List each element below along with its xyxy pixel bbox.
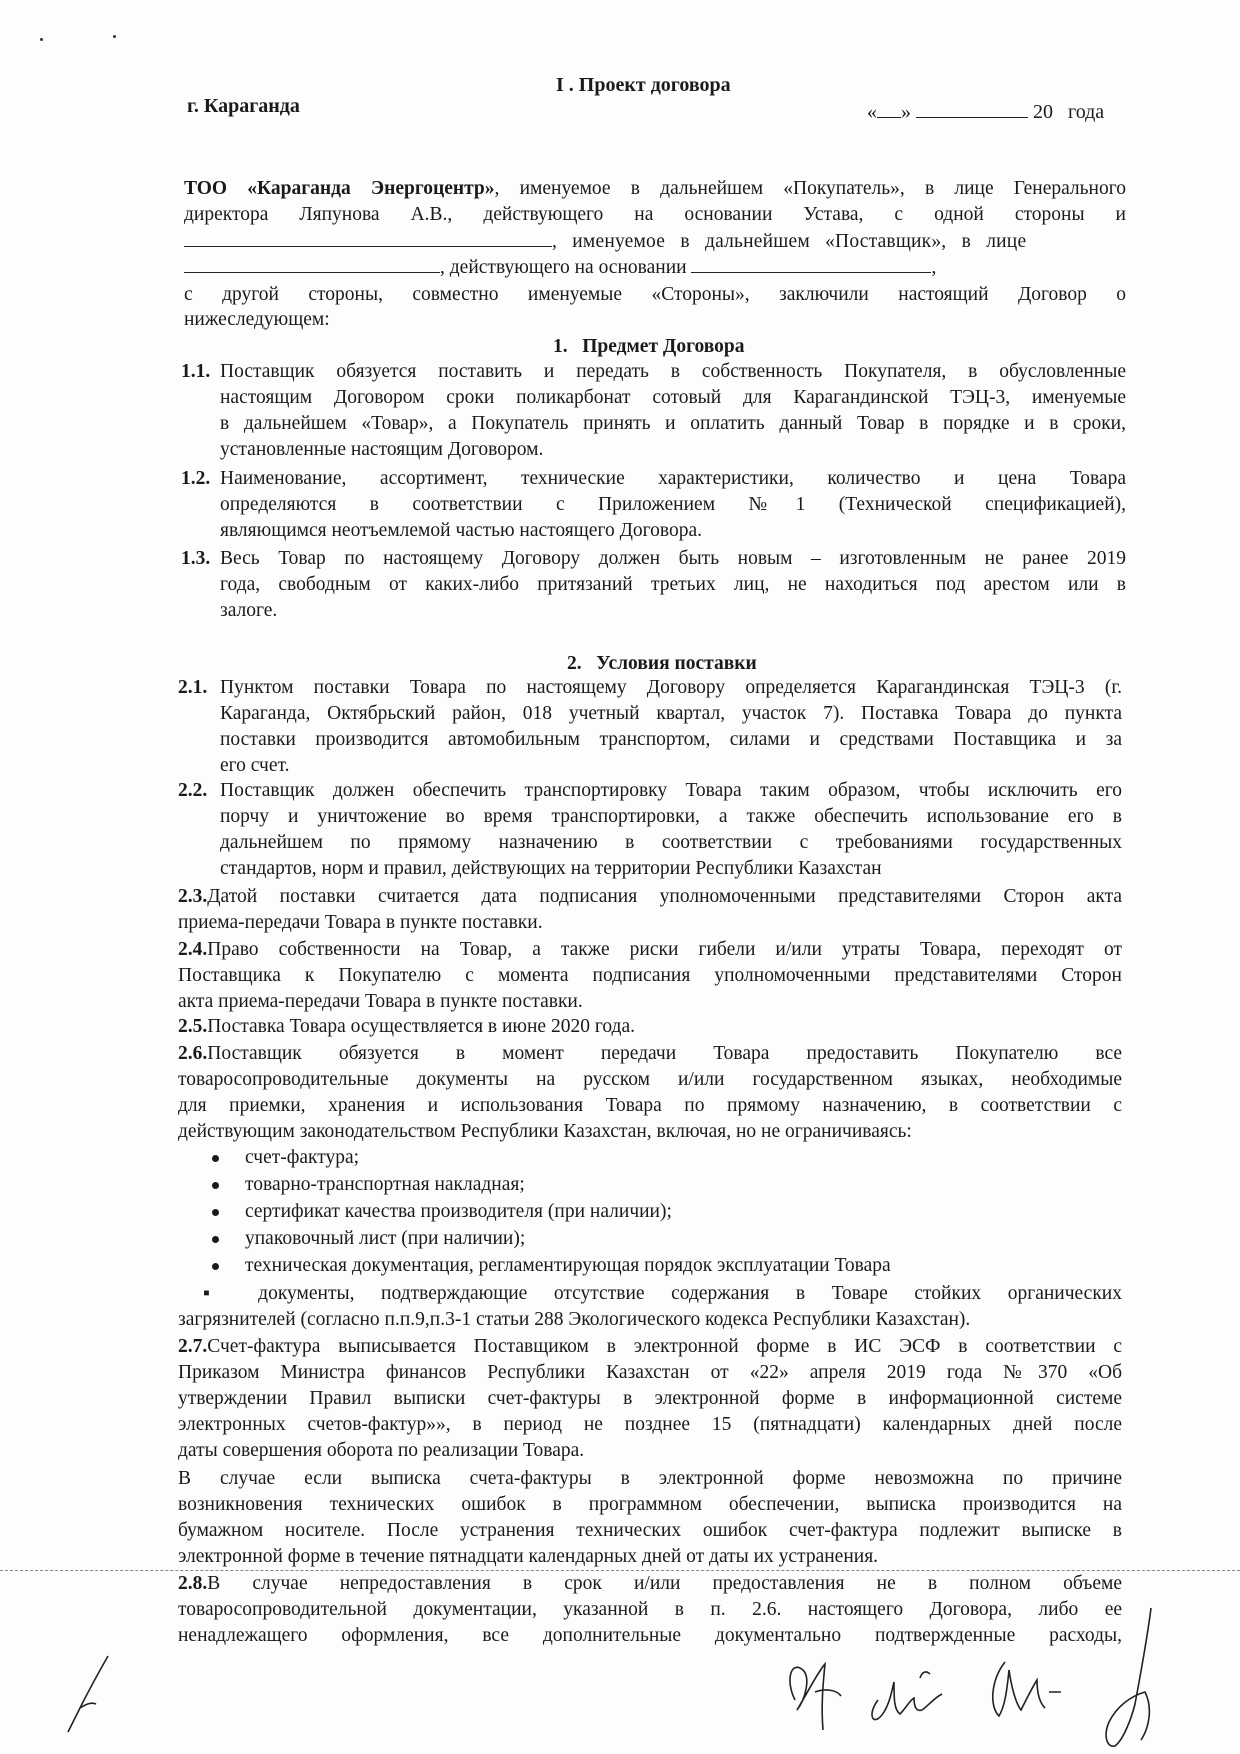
bullet-icon: [212, 1236, 219, 1243]
clause-2-6-line: товаросопроводительные документы на русском и/или государственном языках, необходимые: [178, 1069, 1122, 1090]
bullet-icon: [212, 1263, 219, 1270]
clause-number: 2.6.: [178, 1043, 208, 1064]
clause-2-1-line: Пунктом поставки Товара по настоящему Договору определяется Карагандинская ТЭЦ-3 (г.: [220, 677, 1122, 698]
clause-1-3-line: года, свободным от каких-либо притязаний третьих лиц, не находиться под арестом или в: [220, 574, 1126, 595]
intro-line-3: [184, 228, 1126, 255]
clause-2-1-line: его счет.: [220, 755, 290, 776]
list-item-text: упаковочный лист (при наличии);: [245, 1228, 526, 1249]
city-label: г. Караганда: [187, 95, 300, 117]
clause-2-2-line: Поставщик должен обеспечить транспортировку Товара таким образом, чтобы исключить его: [220, 780, 1122, 801]
clause-1-3-line: Весь Товар по настоящему Договору должен быть новым – изготовленным не ранее 2019: [220, 548, 1126, 569]
clause-1-3-line: залоге.: [220, 600, 278, 621]
clause-2-5-line: [178, 1014, 635, 1040]
intro-line-6: нижеследующем:: [184, 309, 330, 330]
representative-blank: [184, 254, 440, 273]
intro-line-1: [184, 176, 1126, 202]
clause-2-6-extra-line: ▪ документы, подтверждающие отсутствие содержания в Товаре стойких органических: [203, 1283, 1122, 1304]
basis-blank: [691, 254, 931, 273]
clause-2-7-line: [178, 1334, 1122, 1360]
clause-2-7-line: утверждении Правил выписки счет-фактуры в электронной форме в информационной системе: [178, 1388, 1122, 1409]
clause-2-4-line: [178, 937, 1122, 963]
intro-line-2: директора Ляпунова А.В., действующего на основании Устава, с одной стороны и: [184, 204, 1126, 225]
section-2-heading: 2. Условия поставки: [567, 653, 757, 674]
clause-number: 2.2.: [178, 780, 208, 801]
clause-number: 1.3.: [181, 548, 211, 569]
clause-2-6-first: Поставщик обязуется в момент передачи Товара предоставить Покупателю все: [207, 1043, 1122, 1064]
intro-line-4-end: ,: [931, 257, 937, 278]
clause-1-1-line: в дальнейшем «Товар», а Покупатель принять и оплатить данный Товар в порядке и в сроки,: [220, 413, 1126, 434]
clause-number: 2.7.: [178, 1336, 208, 1357]
clause-number: 2.8.: [178, 1573, 208, 1594]
clause-2-3-line: [178, 884, 1122, 910]
list-item: [212, 1172, 525, 1198]
clause-2-2-line: порчу и уничтожение во время транспортировки, а также обеспечить использование его в: [220, 806, 1122, 827]
contract-date: [867, 99, 1104, 125]
clause-2-7-continued-line: возникновения технических ошибок в программном обеспечении, выписка производится на: [178, 1494, 1122, 1515]
clause-1-2-line: определяются в соответствии с Приложением №1 (Технической спецификацией),: [220, 494, 1126, 515]
clause-2-7-continued-line: электронной форме в течение пятнадцати календарных дней от даты их устранения.: [178, 1546, 879, 1567]
clause-2-8-line: ненадлежащего оформления, все дополнительные документально подтвержденные расходы,: [178, 1625, 1122, 1646]
clause-1-1-line: установленные настоящим Договором.: [220, 439, 544, 460]
clause-2-1-line: поставки производится автомобильным транспортом, силами и средствами Поставщика и за: [220, 729, 1122, 750]
month-blank: [916, 99, 1028, 118]
clause-number: 2.5.: [178, 1016, 208, 1037]
intro-line-1-rest: , именуемое в дальнейшем «Покупатель», в лице Генерального: [494, 178, 1126, 199]
clause-2-6-line: [178, 1041, 1122, 1067]
buyer-company: ТОО «Караганда Энергоцентр»: [184, 178, 495, 199]
clause-2-8-line: товаросопроводительной документации, указанной в п. 2.6. настоящего Договора, либо ее: [178, 1599, 1122, 1620]
day-blank: [877, 99, 901, 118]
bullet-icon: [212, 1182, 219, 1189]
scan-speck: [40, 38, 43, 41]
intro-line-4-mid: , действующего на основании: [440, 257, 687, 278]
list-item-text: техническая документация, регламентирующая порядок эксплуатации Товара: [245, 1255, 891, 1276]
signature-initials-1: [775, 1640, 855, 1740]
clause-2-4-line: Поставщика к Покупателю с момента подписания уполномоченными представителями Сторон: [178, 965, 1122, 986]
clause-2-4-line: акта приема-передачи Товара в пункте поставки.: [178, 991, 583, 1012]
clause-1-2-line: являющимся неотъемлемой частью настоящего Договора.: [220, 520, 703, 541]
intro-line-5: с другой стороны, совместно именуемые «Стороны», заключили настоящий Договор о: [184, 284, 1126, 305]
clause-2-7-first: Счет-фактура выписывается Поставщиком в электронной форме в ИС ЭСФ в соответствии с: [207, 1336, 1122, 1357]
clause-2-2-line: дальнейшем по прямому назначению в соответствии с требованиями государственных: [220, 832, 1122, 853]
date-close-quote: »: [901, 101, 911, 123]
clause-2-7-line: электронных счетов-фактур»», в период не позднее 15 (пятнадцати) календарных дней после: [178, 1414, 1122, 1435]
clause-2-5-first: Поставка Товара осуществляется в июне 2020 года.: [207, 1016, 635, 1037]
clause-2-7-line: Приказом Министра финансов Республики Казахстан от «22» апреля 2019 года №370 «Об: [178, 1362, 1122, 1383]
clause-2-1-line: Караганда, Октябрьский район, 018 учетный квартал, участок 7). Поставка Товара до пункта: [220, 703, 1122, 724]
section-1-heading: 1. Предмет Договора: [553, 336, 745, 357]
date-year: 20 года: [1033, 101, 1105, 123]
signature-initials-2: [860, 1660, 950, 1730]
supplier-name-blank: [184, 228, 552, 247]
clause-2-7-line: даты совершения оборота по реализации Товара.: [178, 1440, 585, 1461]
list-item-text: товарно-транспортная накладная;: [245, 1174, 525, 1195]
clause-1-1-line: настоящим Договором сроки поликарбонат сотовый для Карагандинской ТЭЦ-3, именуемые: [220, 387, 1126, 408]
list-item: [212, 1253, 891, 1279]
clause-2-8-line: [178, 1571, 1122, 1597]
list-item: [212, 1226, 525, 1252]
clause-2-4-first: Право собственности на Товар, а также риски гибели и/или утраты Товара, переходят от: [207, 939, 1122, 960]
clause-2-8-first: В случае непредоставления в срок и/или предоставления не в полном объеме: [207, 1573, 1122, 1594]
clause-2-3-first: Датой поставки считается дата подписания уполномоченными представителями Сторон акта: [207, 886, 1122, 907]
list-item: [212, 1199, 672, 1225]
clause-2-6-line: действующим законодательством Республики Казахстан, включая, но не ограничиваясь:: [178, 1121, 912, 1142]
intro-line-3-rest: , именуемое в дальнейшем «Поставщик», в лице: [552, 231, 1027, 252]
clause-2-2-line: стандартов, норм и правил, действующих на территории Республики Казахстан: [220, 858, 882, 879]
clause-number: 2.3.: [178, 886, 208, 907]
signature-initials-3: [975, 1650, 1075, 1730]
handwritten-mark-left: [60, 1650, 120, 1740]
clause-number: 1.2.: [181, 468, 211, 489]
clause-2-6-line: для приемки, хранения и использования Товара по прямому назначению, в соответствии с: [178, 1095, 1122, 1116]
signature-initials-4: [1095, 1600, 1175, 1750]
clause-number: 1.1.: [181, 361, 211, 382]
bullet-icon: [212, 1209, 219, 1216]
clause-2-6-extra-line: загрязнителей (согласно п.п.9,п.3-1 статьи 288 Экологического кодекса Республики Казахстан).: [178, 1309, 971, 1330]
intro-line-4: [184, 254, 936, 281]
bullet-icon: [212, 1155, 219, 1162]
document-title: I . Проект договора: [556, 74, 731, 96]
clause-2-7-continued-line: бумажном носителе. После устранения технических ошибок счет-фактура подлежит выписке в: [178, 1520, 1122, 1541]
clause-2-3-line: приема-передачи Товара в пункте поставки.: [178, 912, 543, 933]
clause-2-7-continued-line: В случае если выписка счета-фактуры в электронной форме невозможна по причине: [178, 1468, 1122, 1489]
list-item-text: сертификат качества производителя (при наличии);: [245, 1201, 672, 1222]
list-item: [212, 1145, 359, 1171]
scan-speck: [113, 35, 116, 38]
clause-number: 2.1.: [178, 677, 208, 698]
list-item-text: счет-фактура;: [245, 1147, 360, 1168]
date-open-quote: «: [867, 101, 877, 123]
clause-number: 2.4.: [178, 939, 208, 960]
clause-1-2-line: Наименование, ассортимент, технические характеристики, количество и цена Товара: [220, 468, 1126, 489]
clause-1-1-line: Поставщик обязуется поставить и передать в собственность Покупателя, в обусловленные: [220, 361, 1126, 382]
